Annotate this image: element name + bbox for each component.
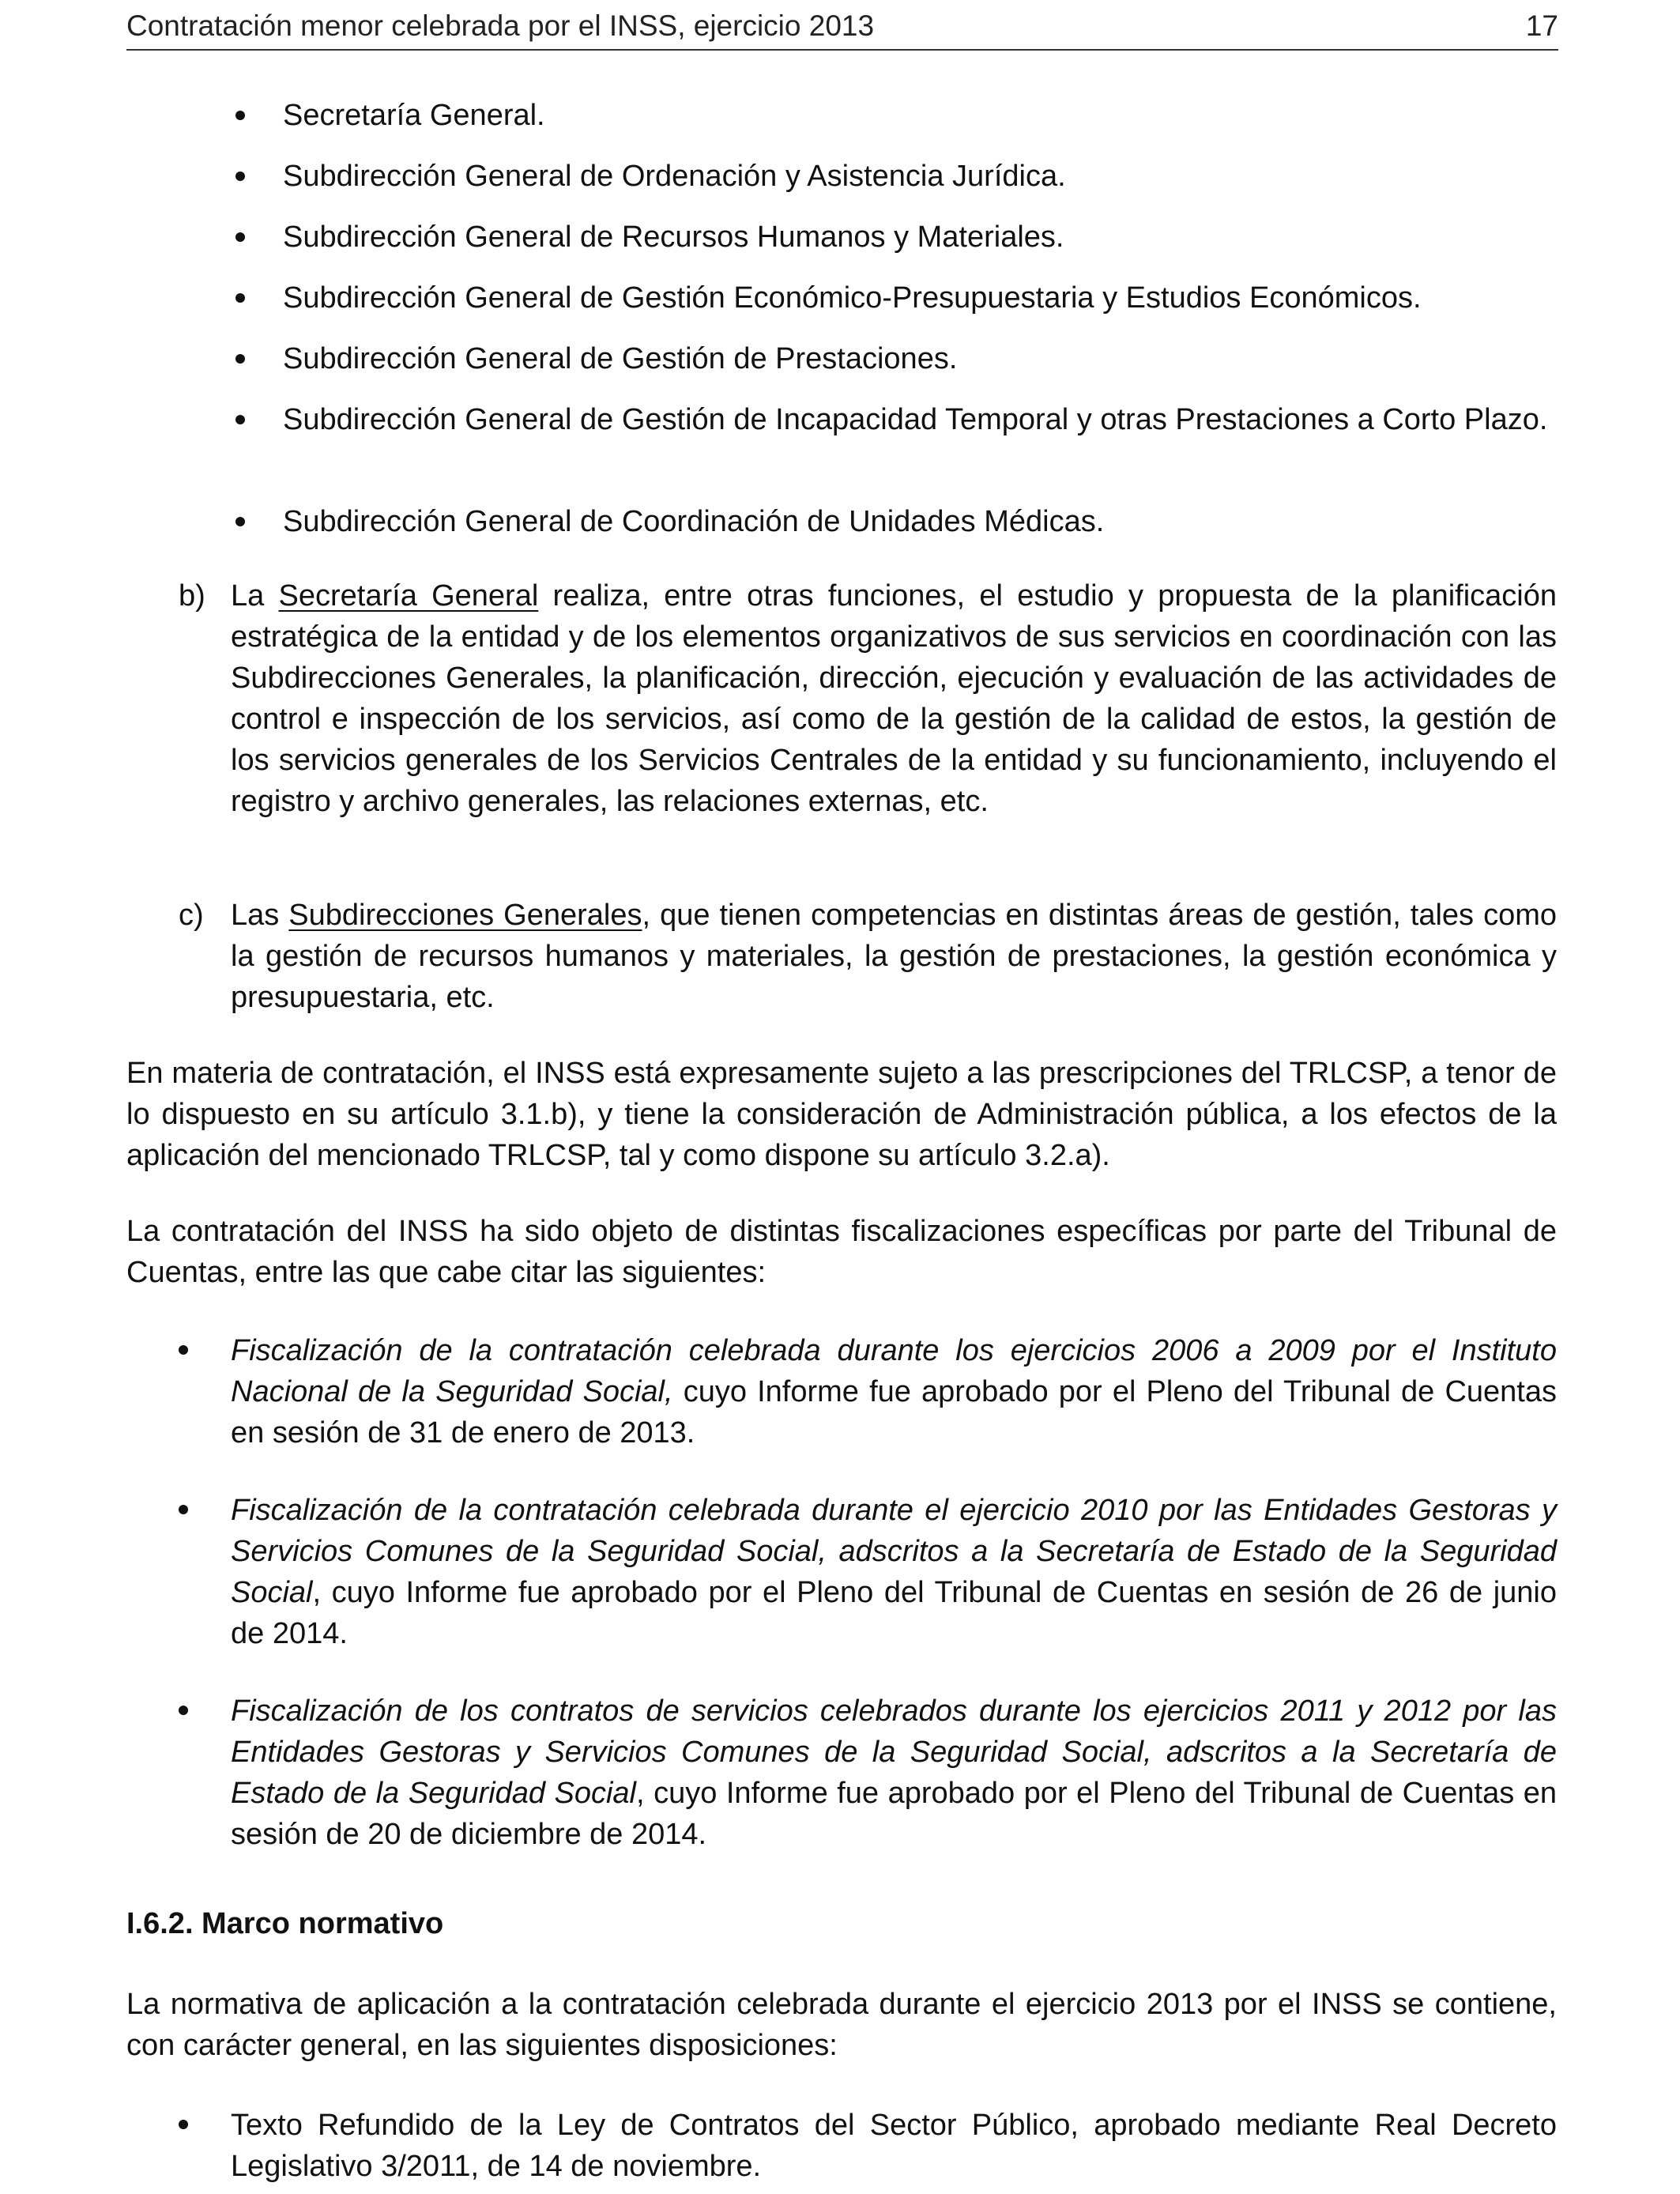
list-item — [231, 1490, 1557, 1654]
running-header — [126, 6, 1558, 51]
item-c-pre: Las — [231, 899, 289, 932]
item-c-marker: c) — [179, 899, 204, 932]
bullet-icon — [235, 293, 245, 303]
bullet-icon — [235, 517, 245, 526]
bullet-icon — [235, 172, 245, 181]
fiscalizacion-detail: , cuyo Informe fue aprobado por el Pleno del Tribunal de Cuentas en sesión de 20 de diciembre de 2014. — [231, 1777, 1558, 1851]
list-item: Subdirección General de Gestión de Incapacidad Temporal y otras Prestaciones a Corto Plazo. — [283, 403, 1548, 436]
bullet-icon — [235, 232, 245, 242]
list-item — [231, 1691, 1557, 1855]
fiscalizacion-detail: cuyo Informe fue aprobado por el Pleno del Tribunal de Cuentas en sesión de 31 de enero de 2013. — [231, 1375, 1557, 1449]
paragraph-contratacion: En materia de contratación, el INSS está expresamente sujeto a las prescripciones del TRLCSP, a tenor de lo dispuesto en su artículo 3.1.b), y tiene la consideración de Administración pública, a los efectos de la aplicación del mencionado TRLCSP, tal y como dispone su artículo 3.2.a). — [126, 1057, 1557, 1172]
bullet-icon — [235, 354, 245, 364]
list-item: Texto Refundido de la Ley de Contratos del Sector Público, aprobado mediante Real Decreto Legislativo 3/2011, de 14 de noviembre. — [231, 2109, 1557, 2183]
item-b-pre: La — [231, 579, 279, 613]
item-b-paragraph — [231, 575, 1557, 822]
list-item: Subdirección General de Gestión de Prestaciones. — [283, 342, 958, 375]
list-item — [231, 1330, 1557, 1453]
list-item: Subdirección General de Coordinación de Unidades Médicas. — [283, 505, 1105, 538]
fiscalizacion-title: Fiscalización de los contratos de servicios celebrados durante los ejercicios 2011 y 2012 por las Entidades Gestoras y Servicios Comunes de la Seguridad Social, adscritos a la Secretaría de Estado de la Seguridad Social — [231, 1695, 1557, 1810]
header-title: Contratación menor celebrada por el INSS, ejercicio 2013 — [126, 9, 875, 42]
list-item: Subdirección General de Ordenación y Asistencia Jurídica. — [283, 160, 1066, 193]
paragraph-normativa: La normativa de aplicación a la contratación celebrada durante el ejercicio 2013 por el INSS se contiene, con carácter general, en las siguientes disposiciones: — [126, 1988, 1557, 2062]
fiscalizacion-detail: , cuyo Informe fue aprobado por el Pleno del Tribunal de Cuentas en sesión de 26 de junio de 2014. — [231, 1576, 1557, 1650]
fiscalizacion-title: Fiscalización de la contratación celebrada durante el ejercicio 2010 por las Entidades Gestoras y Servicios Comunes de la Seguridad Social, adscritos a la Secretaría de Estado de la Seguridad Social — [231, 1494, 1557, 1609]
list-item: Subdirección General de Recursos Humanos y Materiales. — [283, 221, 1064, 254]
bullet-icon — [179, 1345, 188, 1355]
item-c-paragraph — [231, 895, 1557, 1018]
section-heading: I.6.2. Marco normativo — [126, 1907, 444, 1940]
fiscalizacion-title: Fiscalización de la contratación celebrada durante los ejercicios 2006 a 2009 por el Instituto Nacional de la Seguridad Social, — [231, 1334, 1557, 1408]
bullet-icon — [235, 415, 245, 424]
list-item: Secretaría General. — [283, 99, 545, 132]
bullet-icon — [179, 2120, 188, 2129]
item-c-underlined: Subdirecciones Generales — [288, 899, 642, 932]
list-item: Subdirección General de Gestión Económico-Presupuestaria y Estudios Económicos. — [283, 281, 1422, 315]
bullet-icon — [235, 111, 245, 120]
bullet-icon — [179, 1706, 188, 1715]
item-c-post: , que tienen competencias en distintas áreas de gestión, tales como la gestión de recursos humanos y materiales, la gestión de prestaciones, la gestión económica y presupuestaria, etc. — [231, 899, 1557, 1014]
page-number: 17 — [1525, 9, 1558, 42]
item-b-marker: b) — [179, 579, 205, 613]
bullet-icon — [179, 1505, 188, 1514]
paragraph-fiscalizaciones: La contratación del INSS ha sido objeto de distintas fiscalizaciones específicas por parte del Tribunal de Cuentas, entre las que cabe citar las siguientes: — [126, 1215, 1557, 1289]
item-b-post: realiza, entre otras funciones, el estudio y propuesta de la planificación estratégica de la entidad y de los elementos organizativos de sus servicios en coordinación con las Subdirecciones Generales, la planificación, dirección, ejecución y evaluación de las actividades de control e inspección de los servicios, así como de la gestión de la calidad de estos, la gestión de los servicios generales de los Servicios Centrales de la entidad y su funcionamiento, incluyendo el registro y archivo generales, las relaciones externas, etc. — [231, 579, 1557, 818]
item-b-underlined: Secretaría General — [278, 579, 539, 613]
